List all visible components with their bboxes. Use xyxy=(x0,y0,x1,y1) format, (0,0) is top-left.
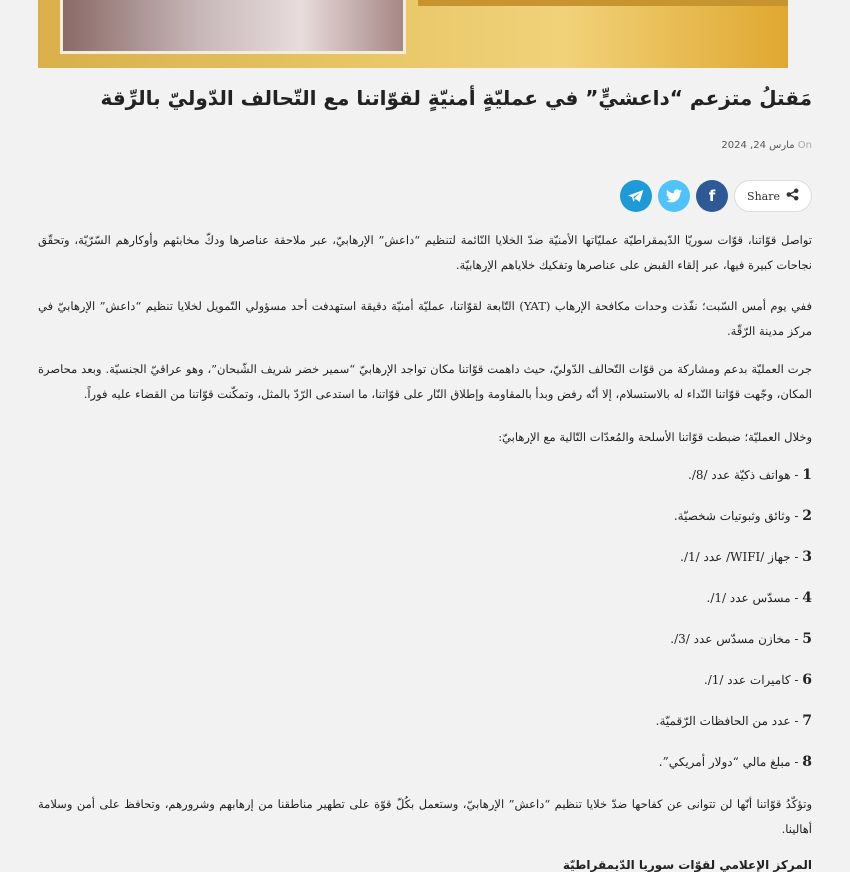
item-number: 7 xyxy=(802,713,812,729)
article-meta xyxy=(721,140,812,151)
item-number: 5 xyxy=(802,631,812,647)
article-paragraph: ففي يوم أمس السّبت؛ نفّذت وحدات مكافحة الإرهاب (YAT) التّابعة لقوّاتنا، عمليّة أمنيّة دقيقة استهدفت أحد مسؤولي التّمويل لخلايا تنظيم “داعش” الإرهابيّ في مركز مدينة الرّقّة. xyxy=(38,299,812,338)
banner-stripe xyxy=(418,0,788,6)
item-text: - جهاز /WIFI/ عدد /1/. xyxy=(680,550,803,564)
list-item xyxy=(704,672,812,688)
share-icon xyxy=(786,188,799,204)
item-number: 4 xyxy=(802,590,812,606)
share-bar xyxy=(620,180,812,212)
share-label: Share xyxy=(747,189,780,203)
item-number: 1 xyxy=(802,467,812,483)
list-item xyxy=(674,508,812,524)
posted-prefix: On xyxy=(797,140,812,151)
item-text: - كاميرات عدد /1/. xyxy=(703,673,803,687)
telegram-icon xyxy=(628,189,644,203)
facebook-share-button[interactable] xyxy=(696,180,728,212)
list-item xyxy=(670,631,812,647)
item-text: - وثائق وثبوتيات شخصيّة. xyxy=(673,509,803,523)
list-item xyxy=(659,754,812,770)
article-banner-image xyxy=(38,0,788,68)
closing-paragraph: وتؤكّدُ قوّاتنا أنّها لن تتوانى عن كفاحها ضدّ خلايا تنظيم “داعش” الإرهابيّ، وستعمل بكُلّ قوّة على تطهير مناطقنا من إرهابهم وشرورهم، وتحافظ على أمن وسلامة أهالينا. xyxy=(38,797,812,836)
item-text: - هواتف ذكيّة عدد /8/. xyxy=(688,468,803,482)
article-signature: المركز الإعلامي لقوّات سوريا الدّيمقراطيّة xyxy=(562,858,812,872)
article-paragraph: جرت العمليّة بدعم ومشاركة من قوّات التّحالف الدّوليّ، حيث داهمت قوّاتنا مكان تواجد الإرهابيّ “سمير خضر شريف الشّبحان”، وهو عراقيّ الجنسيّة. وبعد محاصرة المكان، وجّهت قوّاتنا النّداء له بالاستسلام، إلا أنّه رفض وبدأ بالمقاومة وإطلاق النّار على قوّاتنا، ما استدعى الرّدّ بالمثل، وتمكّنت قوّاتنا من القضاء عليه فوراً. xyxy=(38,362,812,401)
item-text: - مبلغ مالي “دولار أمريكي”. xyxy=(658,755,803,769)
posted-date: مارس 24, 2024 xyxy=(721,140,795,151)
article-paragraph: وخلال العمليّة؛ ضبطت قوّاتنا الأسلحة والمُعدّات التّالية مع الإرهابيّ: xyxy=(498,430,812,444)
list-item xyxy=(707,590,813,606)
twitter-icon xyxy=(666,189,682,203)
item-number: 2 xyxy=(802,508,812,524)
share-button[interactable] xyxy=(734,180,812,212)
item-text: - عدد من الحافظات الرّقميّة. xyxy=(655,714,803,728)
item-text: - مسدّس عدد /1/. xyxy=(706,591,803,605)
list-item xyxy=(688,467,812,483)
item-number: 8 xyxy=(802,754,812,770)
item-number: 6 xyxy=(802,672,812,688)
item-number: 3 xyxy=(802,549,812,565)
article-title: مَقتلُ متزعم “داعشيٍّ” في عمليّةٍ أمنيّةٍ لقوّاتنا مع التّحالف الدّوليّ بالرِّقة xyxy=(100,86,812,110)
telegram-share-button[interactable] xyxy=(620,180,652,212)
list-item xyxy=(656,713,812,729)
article-paragraph: تواصل قوّاتنا، قوّات سوريّا الدّيمقراطيّة عمليّاتها الأمنيّة ضدّ الخلايا النّائمة لتنظيم “داعش” الإرهابيّ، عبر ملاحقة عناصرها ودكّ مخابئهم وأوكارهم السّرّيّة، وتحقّق نجاحات كبيرة فيها، عبر إلقاء القبض على عناصرها وتفكيك خلاياهم الإرهابيّة. xyxy=(38,233,812,272)
banner-photo xyxy=(60,0,406,54)
twitter-share-button[interactable] xyxy=(658,180,690,212)
list-item xyxy=(680,549,812,565)
facebook-icon: f xyxy=(708,187,716,205)
item-text: - مخازن مسدّس عدد /3/. xyxy=(670,632,803,646)
